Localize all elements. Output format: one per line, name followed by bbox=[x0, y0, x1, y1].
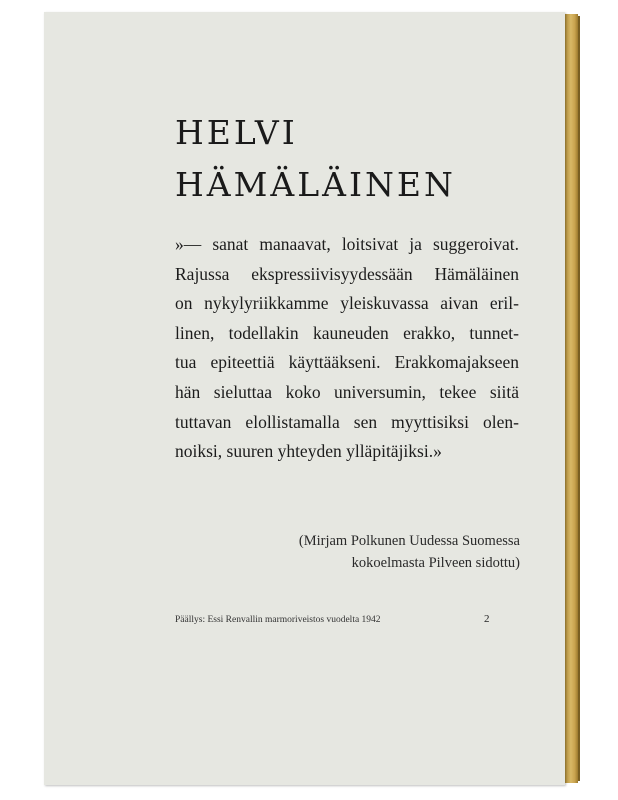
quote-line: »— sanat manaavat, loitsivat ja suggeroivat. bbox=[175, 234, 519, 254]
attribution-line: (Mirjam Polkunen Uudessa Suomessa bbox=[298, 533, 520, 549]
author-last-name: HÄMÄLÄINEN bbox=[175, 165, 456, 204]
quote-line: Rajussa ekspressiivisyydessään Hämäläinen bbox=[175, 263, 519, 284]
quote-line: tuttavan elollistamalla sen myyttisiksi olen- bbox=[175, 411, 519, 432]
quote-line: tua epiteettiä käyttääkseni. Erakkomajakseen bbox=[175, 352, 519, 373]
quote-line: hän sieluttaa koko universumin, tekee siitä bbox=[175, 381, 519, 402]
quote-attribution bbox=[299, 530, 520, 574]
book-spine-edge bbox=[578, 16, 580, 781]
attribution-line: kokoelmasta Pilveen sidottu) bbox=[351, 555, 520, 571]
review-quote bbox=[175, 230, 519, 467]
quote-line: linen, todellakin kauneuden erakko, tunnet- bbox=[175, 322, 519, 343]
cover-credit: Päällys: Essi Renvallin marmoriveistos vuodelta 1942 bbox=[175, 615, 381, 625]
book-spine bbox=[565, 14, 578, 783]
author-first-name: HELVI bbox=[175, 113, 298, 152]
quote-line: noiksi, suuren yhteyden ylläpitäjiksi.» bbox=[175, 441, 442, 462]
quote-line: on nykylyriikkamme yleiskuvassa aivan eril- bbox=[175, 293, 519, 314]
page-number: 2 bbox=[484, 613, 490, 625]
